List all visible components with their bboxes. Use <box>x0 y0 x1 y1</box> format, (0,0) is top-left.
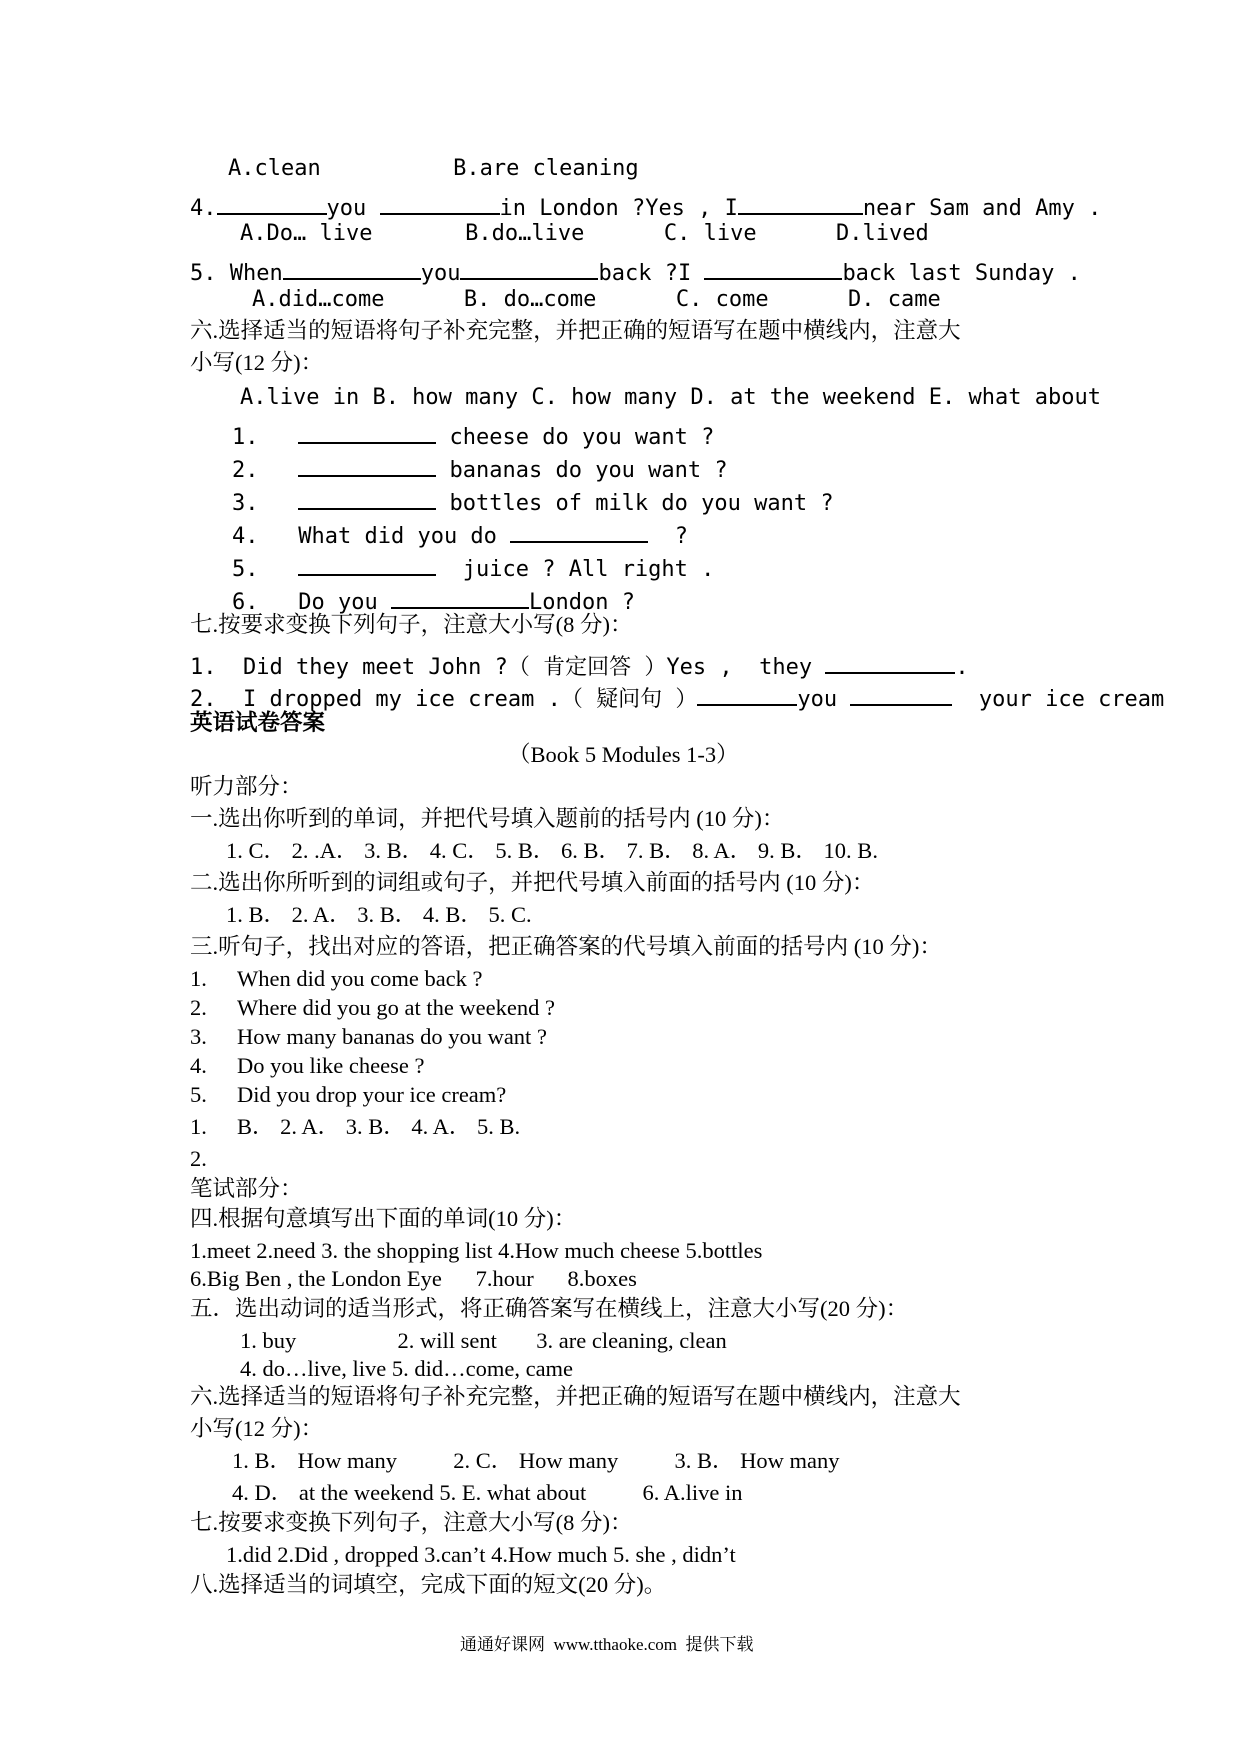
page-footer: 通通好课网 www.tthaoke.com 提供下载 <box>460 1635 754 1654</box>
answers-s5-line: 1. buy 2. will sent 3. are cleaning, clean <box>240 1328 727 1353</box>
answers-s3-question: 3. How many bananas do you want ? <box>190 1024 547 1049</box>
section6-options: A.live in B. how many C. how many D. at the weekend E. what about <box>240 385 1101 410</box>
answers-s2-heading: 二.选出你所听到的词组或句子，并把代号填入前面的括号内 (10 分)： <box>190 870 875 895</box>
answers-s3: 1. B． 2. A． 3. B． 4. A． 5. B. <box>190 1114 521 1139</box>
answer-blank[interactable] <box>825 650 955 674</box>
section6-heading: 六.选择适当的短语将句子补充完整，并把正确的短语写在题中横线内，注意大 <box>190 318 961 343</box>
q5-line: 5. When you back ?I back last Sunday . <box>190 256 1081 285</box>
answer-blank[interactable] <box>510 519 648 543</box>
answers-s4-line: 1.meet 2.need 3. the shopping list 4.How much cheese 5.bottles <box>190 1238 763 1263</box>
answers-s2: 1. B． 2. A． 3. B． 4. B． 5. C. <box>226 902 532 927</box>
answer-blank[interactable] <box>460 256 598 280</box>
section6-item: 6. Do you London ? <box>232 585 635 614</box>
section6-heading-cont: 小写(12 分)： <box>190 350 324 375</box>
answer-blank[interactable] <box>298 420 436 444</box>
answers-s6-line: 4. D． at the weekend 5. E. what about 6. A.live in <box>232 1480 743 1505</box>
answers-subtitle: （Book 5 Modules 1-3） <box>508 742 739 767</box>
answers-s3-heading: 三.听句子，找出对应的答语，把正确答案的代号填入前面的括号内 (10 分)： <box>190 934 942 959</box>
answers-s3-question: 4. Do you like cheese ? <box>190 1053 425 1078</box>
listening-label: 听力部分： <box>190 774 303 799</box>
section6-item: 1. cheese do you want ? <box>232 420 714 449</box>
answer-blank[interactable] <box>298 486 436 510</box>
answers-s3-question: 1. When did you come back ? <box>190 966 483 991</box>
answer-blank[interactable] <box>850 682 952 706</box>
section7-q1: 1. Did they meet John ?（ 肯定回答 ）Yes , they . <box>190 650 969 679</box>
answers-title: 英语试卷答案 <box>190 710 326 735</box>
answer-blank[interactable] <box>217 191 327 215</box>
q4-line: 4. you in London ?Yes , I near Sam and Amy . <box>190 191 1101 220</box>
answers-s6-heading-cont: 小写(12 分)： <box>190 1416 324 1441</box>
answer-blank[interactable] <box>704 256 842 280</box>
answer-blank[interactable] <box>697 682 797 706</box>
answers-s3-question: 2. Where did you go at the weekend ? <box>190 995 555 1020</box>
written-label: 笔试部分： <box>190 1176 303 1201</box>
section6-item: 3. bottles of milk do you want ? <box>232 486 834 515</box>
answers-s5-line: 4. do…live, live 5. did…come, came <box>240 1356 574 1381</box>
answers-s4-line: 6.Big Ben , the London Eye 7.hour 8.boxes <box>190 1266 637 1291</box>
answer-blank[interactable] <box>738 191 863 215</box>
answer-blank[interactable] <box>380 191 500 215</box>
answers-s5-heading: 五．选出动词的适当形式，将正确答案写在横线上，注意大小写(20 分)： <box>190 1296 909 1321</box>
section7-heading: 七.按要求变换下列句子，注意大小写(8 分)： <box>190 612 633 637</box>
answer-blank[interactable] <box>298 453 436 477</box>
answer-blank[interactable] <box>283 256 421 280</box>
section6-item: 5. juice ? All right . <box>232 552 714 581</box>
answers-s3-extra: 2. <box>190 1146 207 1171</box>
answer-blank[interactable] <box>391 585 529 609</box>
section6-item: 4. What did you do ? <box>232 519 688 548</box>
answers-s8-heading: 八.选择适当的词填空，完成下面的短文(20 分)。 <box>190 1572 667 1597</box>
answers-s7-heading: 七.按要求变换下列句子，注意大小写(8 分)： <box>190 1510 633 1535</box>
answer-blank[interactable] <box>298 552 436 576</box>
answers-s6-heading: 六.选择适当的短语将句子补充完整，并把正确的短语写在题中横线内，注意大 <box>190 1384 961 1409</box>
answers-s1-heading: 一.选出你听到的单词，并把代号填入题前的括号内 (10 分)： <box>190 806 785 831</box>
section7-q2: 2. I dropped my ice cream .（ 疑问句 ） you your ice cream <box>190 682 1164 711</box>
answers-s7: 1.did 2.Did , dropped 3.can’t 4.How much 5. she , didn’t <box>226 1542 736 1567</box>
answers-s4-heading: 四.根据句意填写出下面的单词(10 分)： <box>190 1206 577 1231</box>
q5-options: A.did…come B. do…come C. come D. came <box>252 287 941 312</box>
q4-options: A.Do… live B.do…live C. live D.lived <box>240 221 929 246</box>
answers-s3-question: 5. Did you drop your ice cream? <box>190 1082 507 1107</box>
answers-s1: 1. C． 2. .A． 3. B． 4. C． 5. B． 6. B． 7. B． 8. A． 9. B． 10. B. <box>226 838 878 863</box>
section6-item: 2. bananas do you want ? <box>232 453 728 482</box>
answers-s6-line: 1. B． How many 2. C． How many 3. B． How many <box>232 1448 840 1473</box>
q3-options: A.clean B.are cleaning <box>228 156 639 181</box>
